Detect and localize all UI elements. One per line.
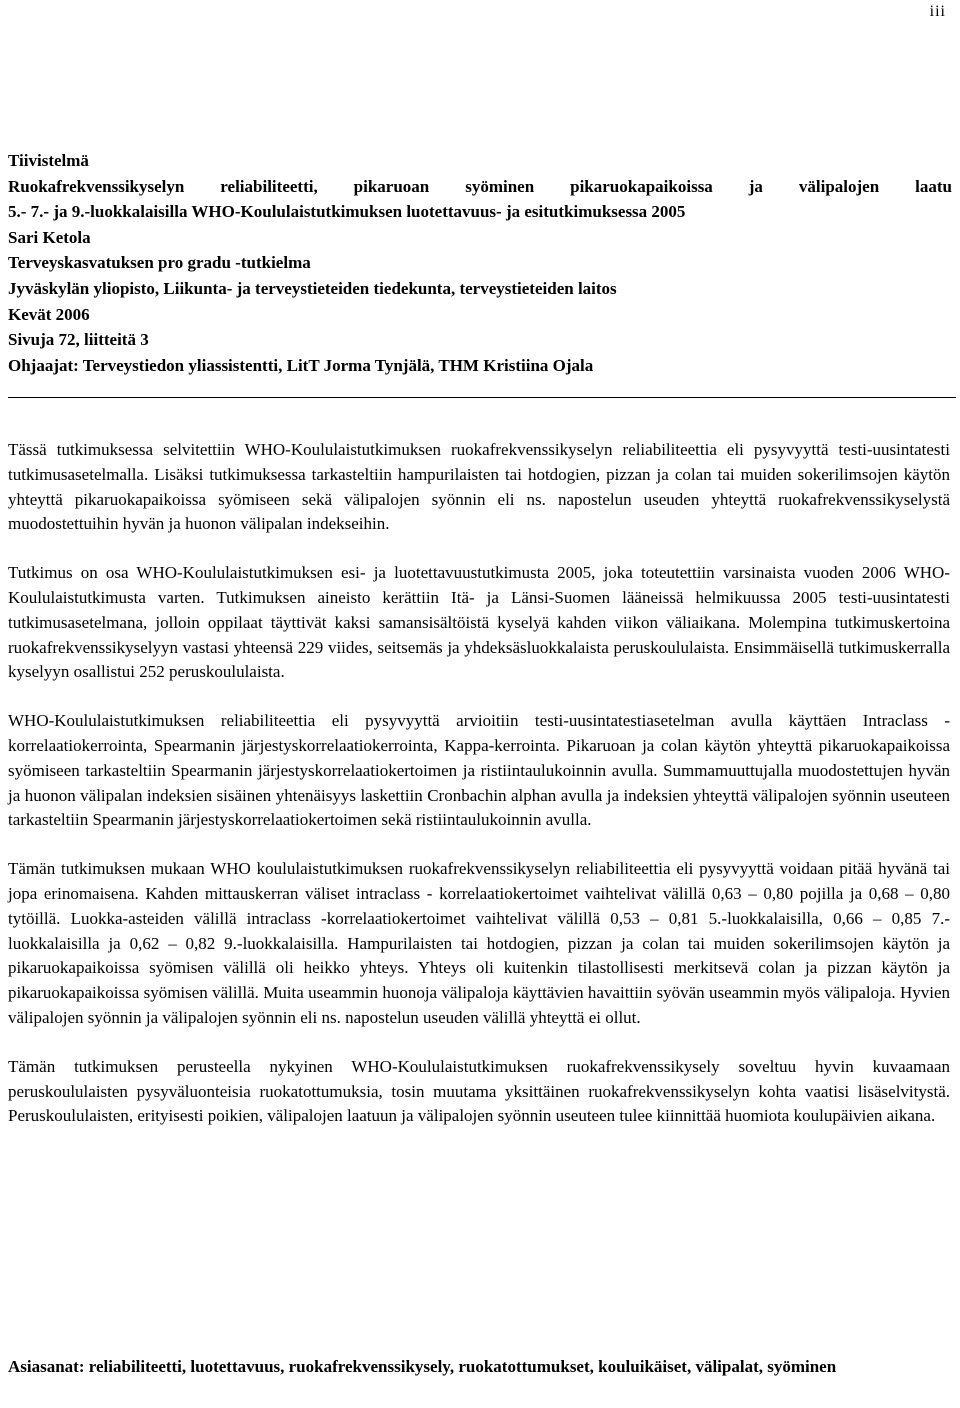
abstract-body xyxy=(8,438,950,1153)
date: Kevät 2006 xyxy=(8,304,90,324)
page-count: Sivuja 72, liitteitä 3 xyxy=(8,330,149,350)
abstract-paragraph: Tutkimus on osa WHO-Koululaistutkimuksen esi- ja luotettavuustutkimusta 2005, joka toteutettiin varsinaista vuoden 2006 WHO-Koululaistutkimusta varten. Tutkimuksen aineisto kerättiin Itä- ja Länsi-Suomen lääneissä helmikuussa 2005 testi-uusintatesti tutkimusasetelmana, jolloin oppilaat täyttivät kaksi samansisältöistä kyselyä kahden viikon väliaikana. Molempina tutkimuskertoina ruokafrekvenssikyselyyn vastasi yhteensä 229 viides, seitsemäs ja yhdeksäsluokkalaista peruskoululaista. Ensimmäisellä tutkimuskerralla kyselyyn osallistui 252 peruskoululaista. xyxy=(8,563,950,682)
abstract-heading: Tiivistelmä xyxy=(8,151,89,170)
abstract-paragraph: Tämän tutkimuksen mukaan WHO koululaistutkimuksen ruokafrekvenssikyselyn reliabiliteettia eli pysyvyyttä voidaan pitää hyvänä tai jopa erinomaisena. Kahden mittauskerran väliset intraclass - korrelaatiokertoimet vaihtelivat välillä 0,63 – 0,80 pojilla ja 0,68 – 0,80 tytöillä. Luokka-asteiden välillä intraclass -korrelaatiokertoimet vaihtelivat välillä 0,53 – 0,81 5.-luokkalaisilla, 0,66 – 0,85 7.-luokkalaisilla ja 0,62 – 0,82 9.-luokkalaisilla. Hampurilaisten tai hotdogien, pizzan ja colan tai muiden sokerilimsojen käytön ja pikaruokapaikoissa syömisen välillä oli heikko yhteys. Yhteys oli kuitenkin tilastollisesti merkitsevä colan ja pizzan käytön ja pikaruokapaikoissa syömisen välillä. Muita useammin huonoja välipaloja käyttävien havaittiin syövän useammin myös välipaloja. Hyvien välipalojen syönnin ja välipalojen syönnin eli ns. napostelun useuden välillä yhteyttä ei ollut. xyxy=(8,859,950,1027)
abstract-header xyxy=(8,148,952,378)
page-number: iii xyxy=(929,3,946,20)
thesis-title-line-2: 5.- 7.- ja 9.-luokkalaisilla WHO-Koululaistutkimuksen luotettavuus- ja esitutkimuksessa 2005 xyxy=(8,202,686,222)
abstract-paragraph: WHO-Koululaistutkimuksen reliabiliteettia eli pysyvyyttä arvioitiin testi-uusintatestiasetelman avulla käyttäen Intraclass -korrelaatiokerrointa, Spearmanin järjestyskorrelaatiokerrointa, Kappa-kerrointa. Pikaruoan ja colan käytön yhteyttä pikaruokapaikoissa syömiseen tarkasteltiin Spearmanin järjestyskorrelaatiokertoimen ja ristiintaulukoinnin avulla. Summamuuttujalla muodostettujen hyvän ja huonon välipalan indeksien sisäinen yhtenäisyys laskettiin Cronbachin alphan avulla ja indeksien yhteyttä välipalojen syönnin useuteen tarkasteltiin Spearmanin järjestyskorrelaatiokertoimen sekä ristiintaulukoinnin avulla. xyxy=(8,711,950,830)
keywords: Asiasanat: reliabiliteetti, luotettavuus, ruokafrekvenssikysely, ruokatottumukset, kouluikäiset, välipalat, syöminen xyxy=(8,1357,837,1376)
horizontal-divider xyxy=(8,397,956,398)
abstract-paragraph: Tässä tutkimuksessa selvitettiin WHO-Koululaistutkimuksen ruokafrekvenssikyselyn reliabiliteettia eli pysyvyyttä testi-uusintatesti tutkimusasetelmalla. Lisäksi tutkimuksessa tarkasteltiin hampurilaisten tai hotdogien, pizzan ja colan tai muiden sokerilimsojen käytön yhteyttä pikaruokapaikoissa syömiseen sekä välipalojen syönnin eli ns. napostelun useuden yhteyttä ruokafrekvenssikyselystä muodostettuihin hyvän ja huonon välipalan indekseihin. xyxy=(8,440,950,534)
abstract-paragraph: Tämän tutkimuksen perusteella nykyinen WHO-Koululaistutkimuksen ruokafrekvenssikysely soveltuu hyvin kuvaamaan peruskoululaisten pysyväluonteisia ruokatottumuksia, tosin muutama yksittäinen ruokafrekvenssikyselyn kohta vaatisi lisäselvitystä. Peruskoululaisten, erityisesti poikien, välipalojen laatuun ja välipalojen syönnin useuteen tulee kiinnittää huomiota koulupäivien aikana. xyxy=(8,1056,950,1126)
institution: Jyväskylän yliopisto, Liikunta- ja terveystieteiden tiedekunta, terveystieteiden laitos xyxy=(8,278,617,298)
author-name: Sari Ketola xyxy=(8,227,91,247)
thesis-type: Terveyskasvatuksen pro gradu -tutkielma xyxy=(8,253,311,273)
supervisors: Ohjaajat: Terveystiedon yliassistentti, LitT Jorma Tynjälä, THM Kristiina Ojala xyxy=(8,355,594,375)
thesis-title-line-1: Ruokafrekvenssikyselyn reliabiliteetti, pikaruoan syöminen pikaruokapaikoissa ja välipalojen laatu xyxy=(8,176,952,196)
